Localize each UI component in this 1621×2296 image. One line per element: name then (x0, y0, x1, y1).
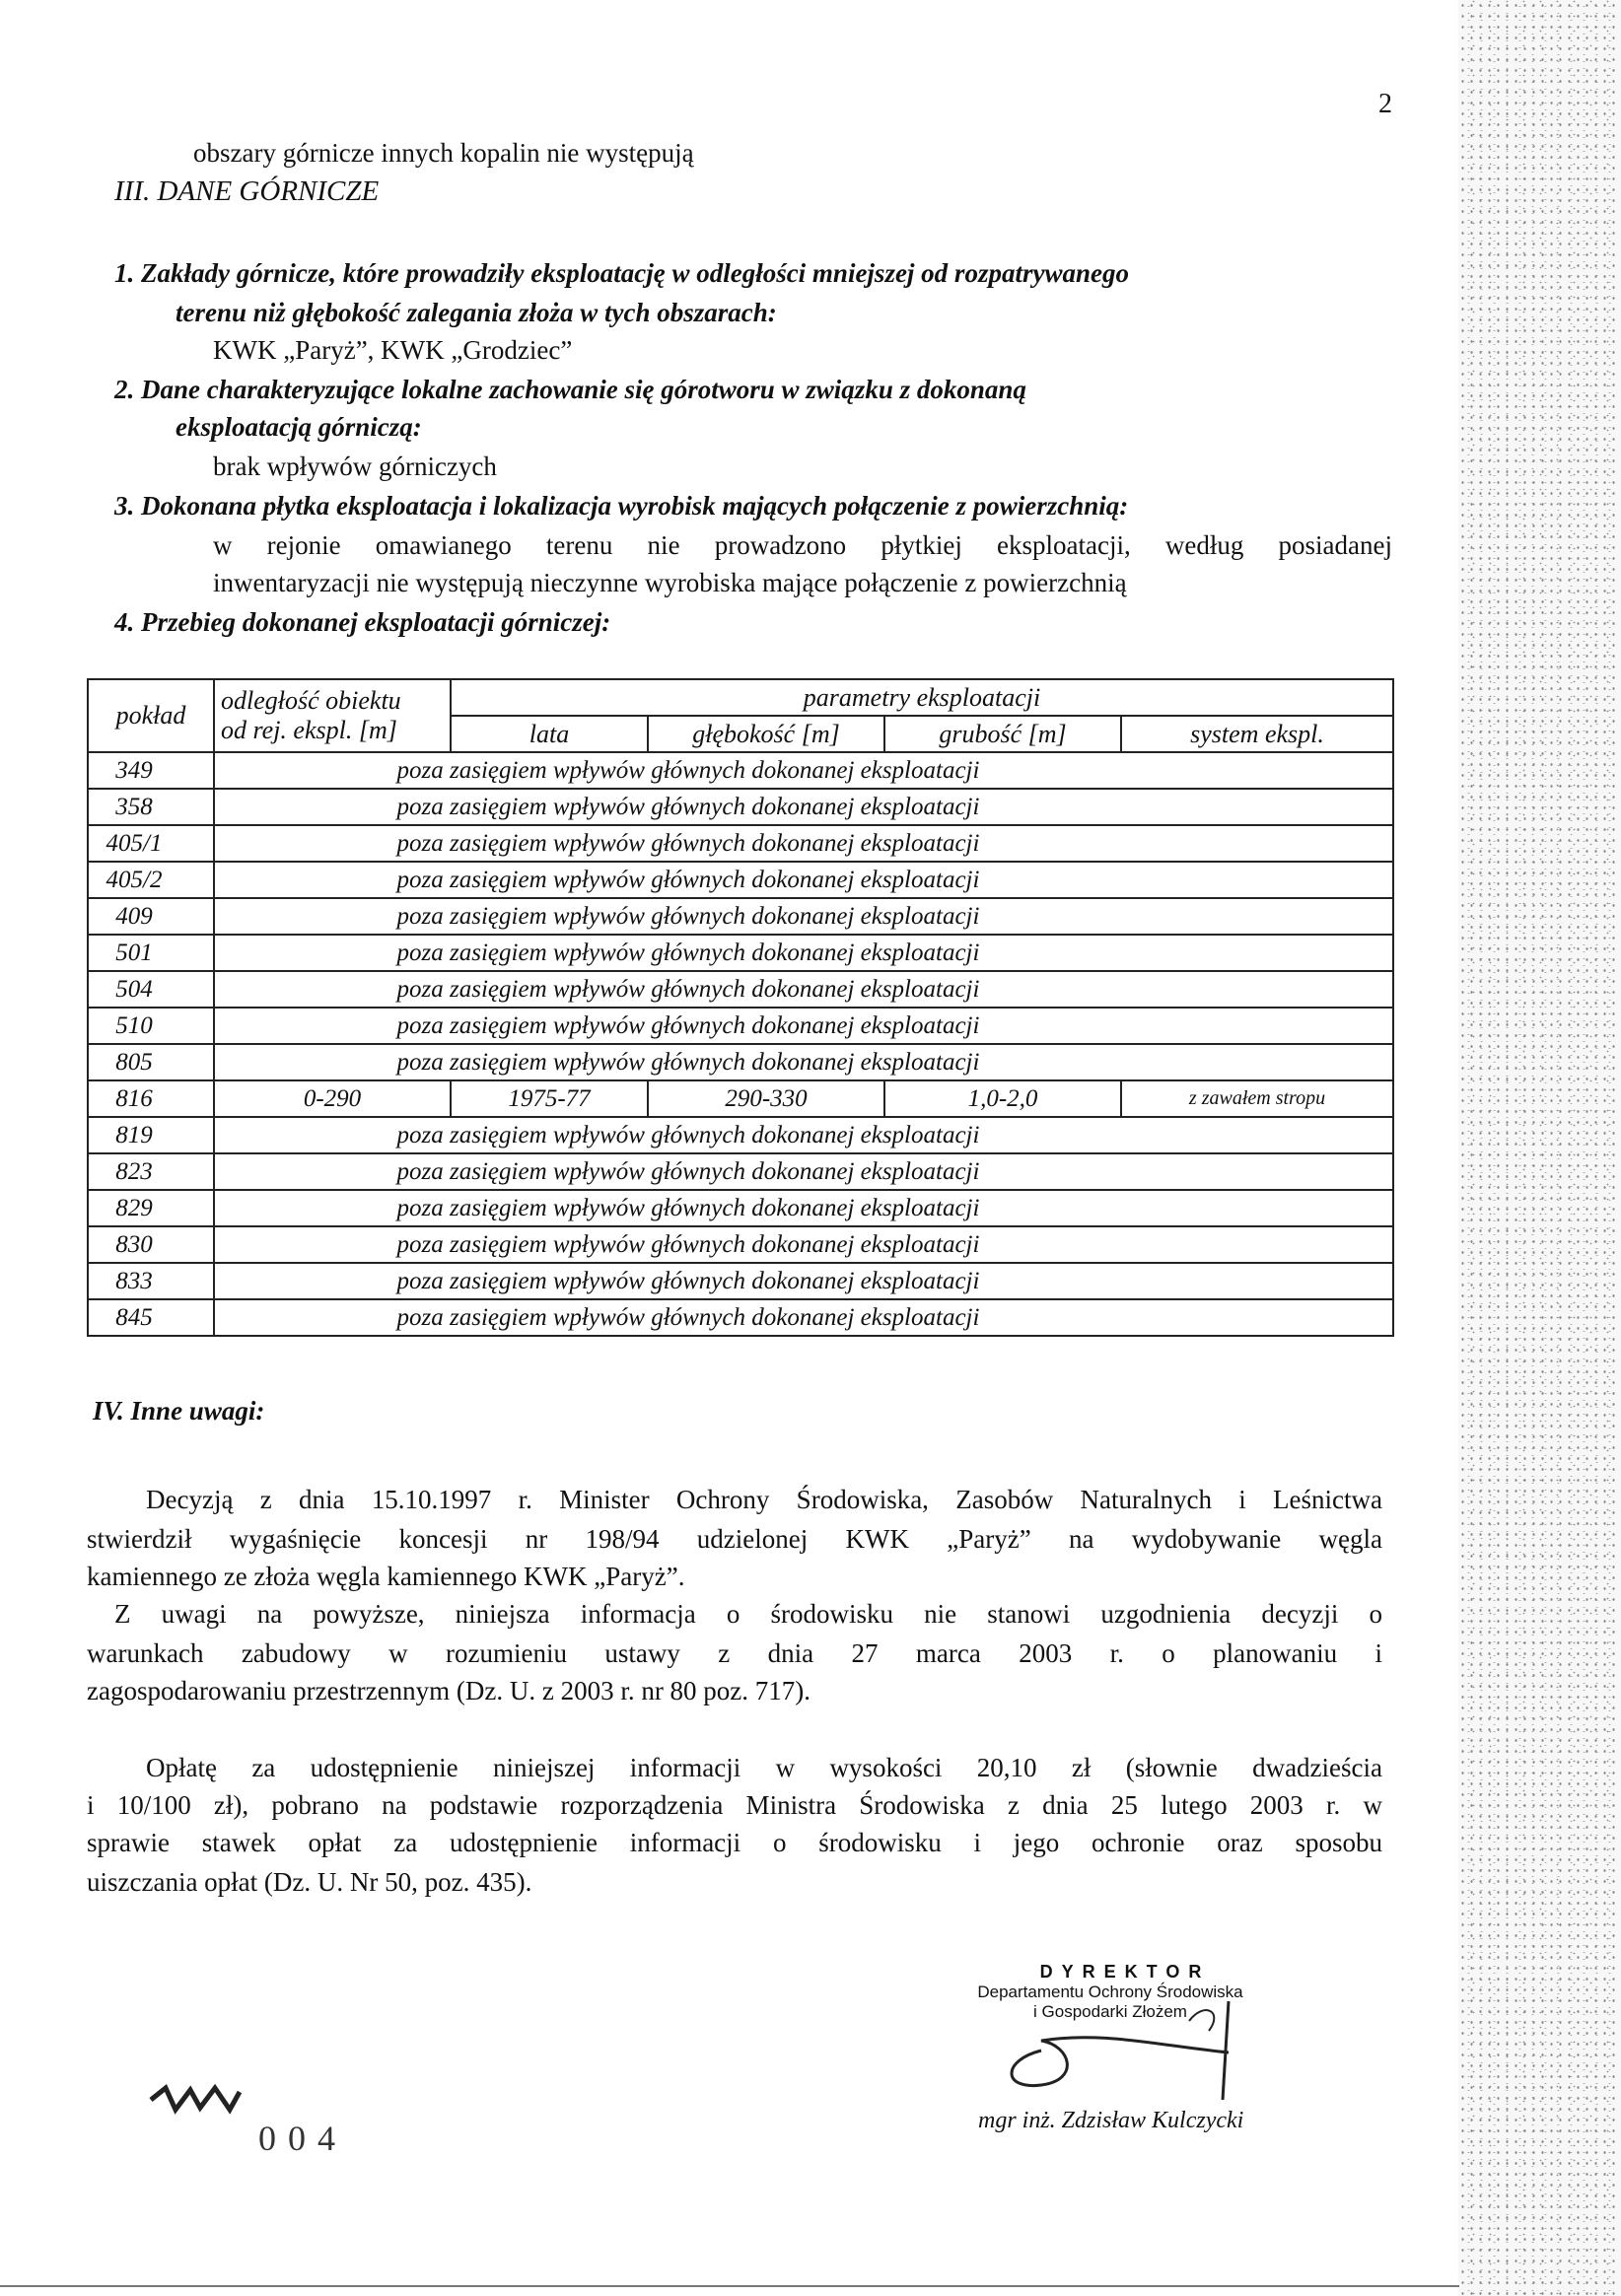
cell-distance: 0-290 (214, 1080, 451, 1117)
item-1-value: KWK „Paryż”, KWK „Grodziec” (213, 335, 573, 365)
cell-poklad: 501 (88, 935, 214, 971)
cell-poklad: 405/1 (88, 825, 214, 862)
table-header-row-1 (88, 679, 1393, 716)
cell-note: poza zasięgiem wpływów głównych dokonanej eksploatacji (214, 898, 1393, 935)
table-row (88, 752, 1393, 789)
cell-poklad: 819 (88, 1117, 214, 1153)
ink-mark (146, 2080, 245, 2120)
intro-line: obszary górnicze innych kopalin nie występują (193, 138, 694, 168)
header-params: parametry eksploatacji (451, 679, 1393, 716)
page-number: 2 (1378, 89, 1392, 119)
cell-poklad: 504 (88, 971, 214, 1008)
cell-note: poza zasięgiem wpływów głównych dokonanej eksploatacji (214, 971, 1393, 1008)
signature-name: mgr inż. Zdzisław Kulczycki (978, 2108, 1244, 2133)
cell-poklad: 829 (88, 1190, 214, 1226)
para1-line2: stwierdził wygaśnięcie koncesji nr 198/94 udzielonej KWK „Paryż” na wydobywanie węgla (87, 1524, 1382, 1554)
table-row (88, 825, 1393, 862)
table-row (88, 1044, 1393, 1080)
item-3-label: 3. Dokonana płytka eksploatacja i lokalizacja wyrobisk mających połączenie z powierzchnią: (114, 491, 1129, 521)
cell-note: poza zasięgiem wpływów głównych dokonanej eksploatacji (214, 1190, 1393, 1226)
cell-poklad: 823 (88, 1153, 214, 1190)
para3-line1: Opłatę za udostępnienie niniejszej informacji w wysokości 20,10 zł (słownie dwadzieścia (146, 1753, 1382, 1782)
header-distance-line1: odległość obiektu (221, 686, 401, 715)
para3-line3: sprawie stawek opłat za udostępnienie informacji o środowisku i jego ochronie oraz sposobu (87, 1828, 1382, 1857)
cell-system: z zawałem stropu (1121, 1080, 1393, 1117)
mining-table (87, 678, 1394, 1337)
bottom-divider (0, 2285, 1459, 2287)
table-row (88, 1008, 1393, 1044)
header-distance (214, 679, 451, 752)
item-2-label-line1: 2. Dane charakteryzujące lokalne zachowanie się górotworu w związku z dokonaną (114, 375, 1026, 404)
cell-lata: 1975-77 (451, 1080, 648, 1117)
signature-dept-line1: Departamentu Ochrony Środowiska (977, 1983, 1243, 2001)
cell-note: poza zasięgiem wpływów głównych dokonanej eksploatacji (214, 1299, 1393, 1336)
cell-poklad: 845 (88, 1299, 214, 1336)
cell-note: poza zasięgiem wpływów głównych dokonanej eksploatacji (214, 1153, 1393, 1190)
header-lata: lata (451, 716, 648, 752)
header-distance-line2: od rej. ekspl. [m] (221, 716, 397, 744)
cell-poklad: 510 (88, 1008, 214, 1044)
table-row (88, 1190, 1393, 1226)
item-3-value-line2: inwentaryzacji nie występują nieczynne wyrobiska mające połączenie z powierzchnią (213, 568, 1127, 597)
cell-poklad: 358 (88, 789, 214, 825)
scan-noise-margin (1458, 0, 1621, 2296)
table-row (88, 1299, 1393, 1336)
item-3-value-line1: w rejonie omawianego terenu nie prowadzono płytkiej eksploatacji, według posiadanej (213, 530, 1392, 560)
cell-note: poza zasięgiem wpływów głównych dokonanej eksploatacji (214, 1044, 1393, 1080)
cell-note: poza zasięgiem wpływów głównych dokonanej eksploatacji (214, 1117, 1393, 1153)
table-row (88, 1117, 1393, 1153)
cell-poklad: 830 (88, 1226, 214, 1263)
header-grubosc: grubość [m] (884, 716, 1121, 752)
table-row (88, 789, 1393, 825)
cell-grubosc: 1,0-2,0 (884, 1080, 1121, 1117)
table-row (88, 971, 1393, 1008)
header-poklad: pokład (88, 679, 214, 752)
cell-note: poza zasięgiem wpływów głównych dokonanej eksploatacji (214, 1226, 1393, 1263)
cell-note: poza zasięgiem wpływów głównych dokonanej eksploatacji (214, 1263, 1393, 1299)
para3-line4: uiszczania opłat (Dz. U. Nr 50, poz. 435). (87, 1867, 532, 1897)
table-row (88, 862, 1393, 898)
para2-line3: zagospodarowaniu przestrzennym (Dz. U. z 2003 r. nr 80 poz. 717). (87, 1676, 811, 1705)
para2-line1: Z uwagi na powyższe, niniejsza informacja o środowisku nie stanowi uzgodnienia decyzji o (114, 1599, 1382, 1629)
para1-line3: kamiennego ze złoża węgla kamiennego KWK „Paryż”. (87, 1562, 685, 1591)
cell-poklad: 805 (88, 1044, 214, 1080)
cell-note: poza zasięgiem wpływów głównych dokonanej eksploatacji (214, 789, 1393, 825)
para1-line1: Decyzją z dnia 15.10.1997 r. Minister Ochrony Środowiska, Zasobów Naturalnych i Leśnictwa (146, 1485, 1382, 1514)
item-4-label: 4. Przebieg dokonanej eksploatacji górniczej: (114, 607, 611, 637)
section-3-heading: III. DANE GÓRNICZE (114, 175, 380, 207)
table-row (88, 1153, 1393, 1190)
signature-scribble (982, 1991, 1258, 2110)
para3-line2: i 10/100 zł), pobrano na podstawie rozporządzenia Ministra Środowiska z dnia 25 lutego 2003 r. w (87, 1790, 1382, 1820)
stamp-number: 004 (258, 2119, 347, 2158)
cell-note: poza zasięgiem wpływów głównych dokonanej eksploatacji (214, 935, 1393, 971)
cell-poklad: 833 (88, 1263, 214, 1299)
signature-title: DYREKTOR (1039, 1962, 1211, 1982)
cell-note: poza zasięgiem wpływów głównych dokonanej eksploatacji (214, 1008, 1393, 1044)
cell-poklad: 405/2 (88, 862, 214, 898)
section-4-heading: IV. Inne uwagi: (93, 1396, 265, 1426)
table-row (88, 1226, 1393, 1263)
table-row (88, 935, 1393, 971)
table-row (88, 898, 1393, 935)
cell-glebokosc: 290-330 (648, 1080, 884, 1117)
signature-dept-line2: i Gospodarki Złożem (1033, 2002, 1187, 2021)
cell-poklad: 816 (88, 1080, 214, 1117)
item-2-label-line2: eksploatacją górniczą: (176, 412, 422, 442)
item-2-value: brak wpływów górniczych (213, 452, 497, 481)
para2-line2: warunkach zabudowy w rozumieniu ustawy z dnia 27 marca 2003 r. o planowaniu i (87, 1638, 1382, 1668)
cell-note: poza zasięgiem wpływów głównych dokonanej eksploatacji (214, 862, 1393, 898)
cell-note: poza zasięgiem wpływów głównych dokonanej eksploatacji (214, 825, 1393, 862)
header-glebokosc: głębokość [m] (648, 716, 884, 752)
item-1-label-line1: 1. Zakłady górnicze, które prowadziły eksploatację w odległości mniejszej od rozpatrywanego (114, 258, 1129, 288)
cell-note: poza zasięgiem wpływów głównych dokonanej eksploatacji (214, 752, 1393, 789)
item-1-label-line2: terenu niż głębokość zalegania złoża w tych obszarach: (176, 298, 777, 327)
cell-poklad: 349 (88, 752, 214, 789)
cell-poklad: 409 (88, 898, 214, 935)
header-system: system ekspl. (1121, 716, 1393, 752)
table-row-data (88, 1080, 1393, 1117)
table-row (88, 1263, 1393, 1299)
